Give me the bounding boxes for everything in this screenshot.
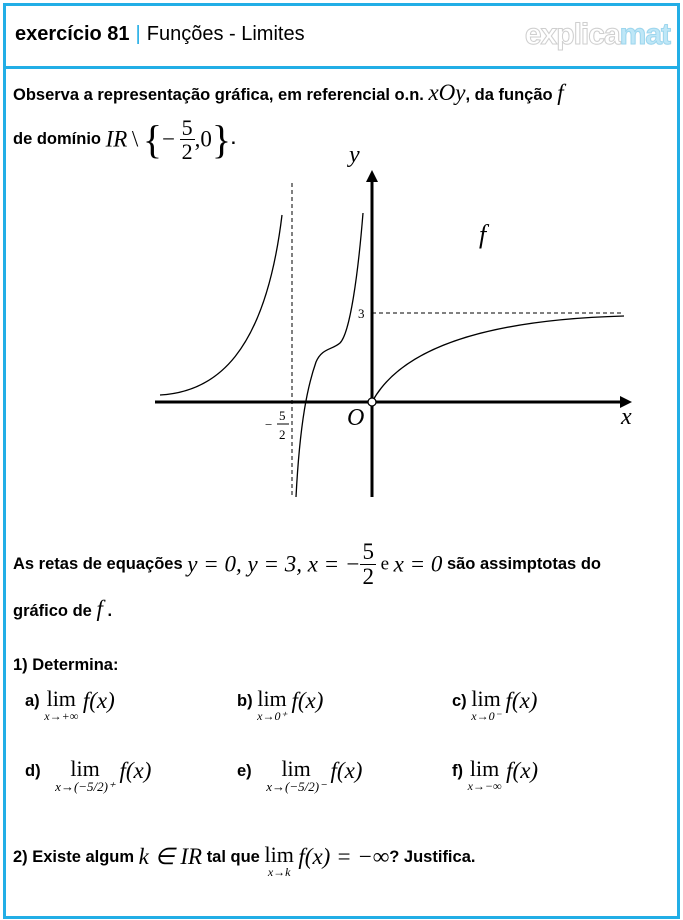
function-expression: f(x) [506, 758, 539, 783]
item-label: f) [452, 762, 463, 780]
intro-period: . [231, 130, 236, 149]
lim-word: lim [70, 756, 100, 781]
question-2 [13, 844, 475, 879]
x-tick-num: 5 [279, 408, 286, 423]
q1-item-c [452, 688, 537, 723]
function-expression: f(x) [291, 688, 324, 713]
conjunction-e: e [380, 553, 390, 575]
function-name: f [557, 80, 564, 105]
setminus-symbol: \ [131, 126, 139, 152]
exercise-topic: Funções - Limites [146, 23, 305, 45]
lim-word: lim [471, 686, 501, 711]
q1-item-b [237, 688, 323, 723]
asymptotes-text-1: As retas de equações [13, 555, 183, 574]
q2-text-2: tal que [206, 848, 260, 866]
x-axis-label: x [621, 404, 632, 430]
function-expression: f(x) [119, 758, 152, 783]
asymptote-fraction [360, 540, 376, 589]
y-axis-arrow [366, 170, 378, 182]
lim-subscript: x→(−5/2)⁻ [266, 779, 326, 794]
asym-frac-den: 2 [362, 564, 374, 590]
q2-lim-word: lim [264, 842, 294, 867]
lim-subscript: x→−∞ [467, 779, 502, 793]
right-brace: } [211, 117, 232, 163]
q2-k-in-ir: k ∈ IR [138, 844, 203, 869]
title-separator: | [135, 23, 141, 45]
q2-limit-value: f(x) = −∞ [298, 844, 390, 869]
curve-branch-middle [296, 213, 363, 497]
item-label: c) [452, 692, 467, 710]
lim-word: lim [281, 756, 311, 781]
exercise-number: exercício 81 [15, 23, 130, 45]
question-1-heading: 1) Determina: [13, 656, 119, 674]
item-label: b) [237, 692, 253, 710]
asym-frac-num: 5 [362, 539, 374, 564]
q1-item-d [25, 758, 151, 793]
q1-item-e [237, 758, 362, 793]
lim-subscript: x→0⁻ [471, 709, 501, 723]
x-tick-minus: − [265, 417, 273, 432]
function-expression: f(x) [505, 688, 538, 713]
asymptotes-text-2: são assimptotas do [446, 555, 601, 574]
limit-operator [44, 688, 78, 723]
item-label: a) [25, 692, 40, 710]
limit-operator [471, 688, 501, 723]
q2-lim-subscript: x→k [267, 865, 291, 879]
function-expression: f(x) [82, 688, 115, 713]
y-axis-label: y [349, 142, 360, 168]
intro-text-3: de domínio [13, 130, 101, 149]
y-tick-3: 3 [358, 306, 365, 321]
q2-text-1: 2) Existe algum [13, 848, 135, 866]
lim-word: lim [469, 756, 500, 781]
asymptote-equations: y = 0, y = 3, x = − [187, 551, 361, 577]
domain-frac-den: 2 [181, 139, 193, 165]
logo-text-mat: mat [619, 18, 670, 51]
logo-text-explica: explica [524, 18, 620, 51]
asymptotes-fname: f [96, 596, 103, 621]
curve-label: f [479, 220, 487, 249]
lim-subscript: x→(−5/2)⁺ [55, 779, 115, 794]
asymptotes-line-2 [13, 596, 112, 622]
lim-word: lim [257, 686, 287, 711]
item-label: e) [237, 762, 252, 780]
limit-operator [55, 758, 115, 793]
curve-branch-left [160, 215, 282, 395]
function-expression: f(x) [330, 758, 363, 783]
q2-text-3: ? Justifica. [389, 848, 476, 866]
asymptotes-text-3: gráfico de [13, 602, 92, 620]
asymptotes-period: . [107, 602, 113, 620]
limit-operator [257, 688, 287, 723]
asymptote-x0: x = 0 [393, 551, 443, 577]
intro-text-1: Observa a representação gráfica, em referencial o.n. [13, 86, 424, 104]
origin-open-point [368, 398, 376, 406]
q1-item-a [25, 688, 115, 723]
lim-subscript: x→+∞ [44, 709, 79, 723]
lim-word: lim [46, 686, 76, 711]
axes-name: xOy [428, 80, 466, 105]
q1-item-f [452, 758, 538, 793]
domain-zero: ,0 [194, 126, 212, 152]
limit-operator [468, 758, 502, 793]
x-tick-den: 2 [279, 427, 286, 442]
q2-limit-operator [264, 844, 293, 879]
item-label: d) [25, 762, 41, 780]
origin-label: O [347, 405, 365, 431]
domain-set: IR [105, 126, 128, 152]
intro-text-2: , da função [465, 86, 553, 104]
asymptotes-line-1 [13, 540, 601, 589]
curve-branch-right [372, 316, 624, 402]
left-brace: { [142, 117, 163, 163]
limit-operator [266, 758, 326, 793]
domain-frac-num: 5 [181, 115, 193, 140]
domain-minus: − [162, 126, 176, 152]
lim-subscript: x→0⁺ [257, 709, 287, 723]
